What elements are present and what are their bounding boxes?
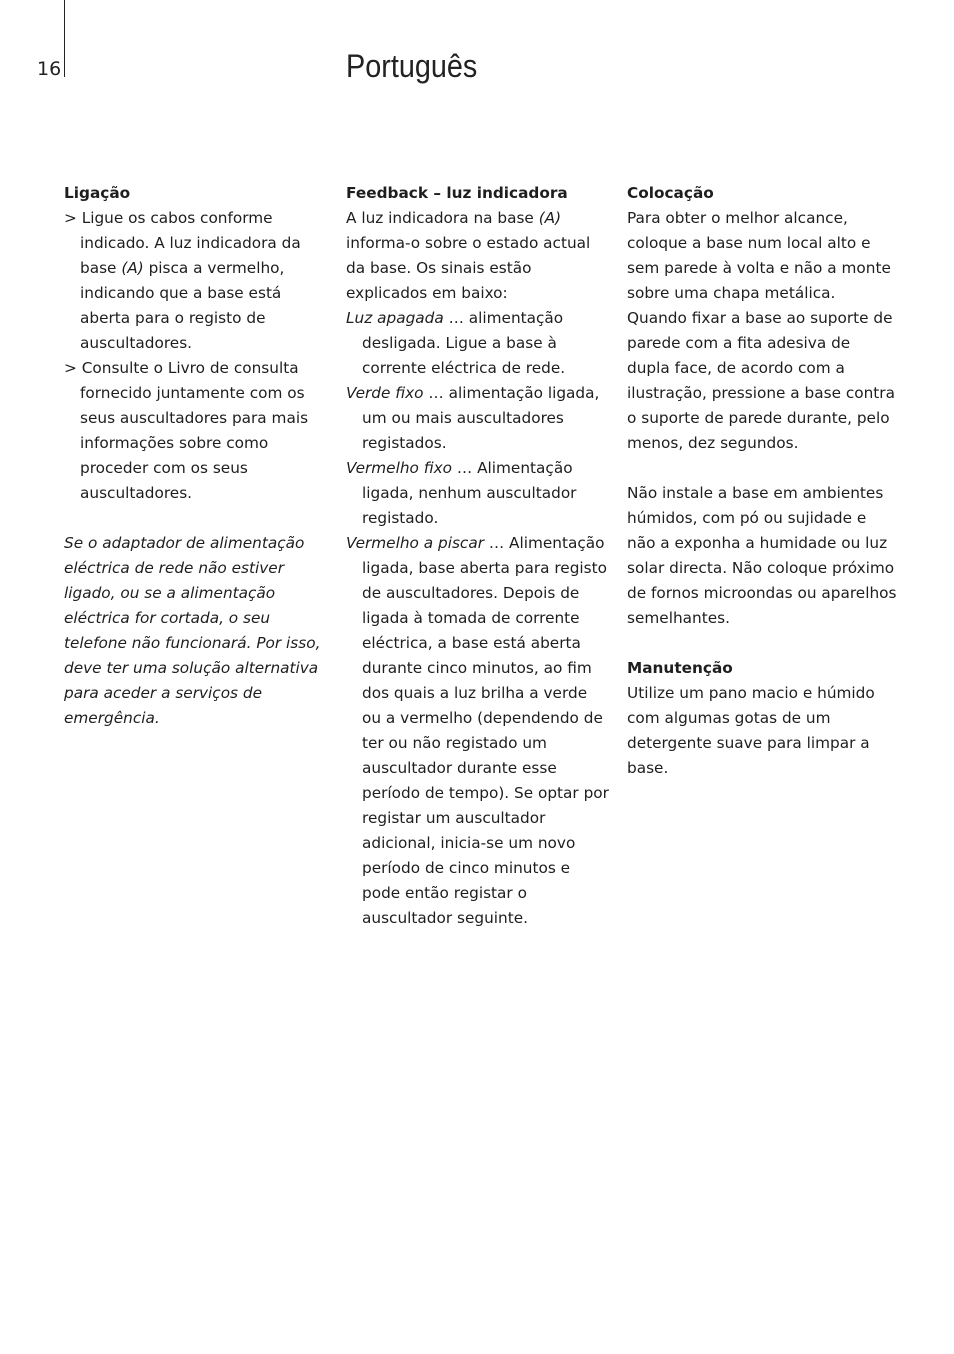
column-feedback (346, 181, 610, 931)
feedback-intro (346, 206, 610, 306)
status-description: … alimentação ligada, um ou mais auscultadores registados. (362, 384, 600, 452)
status-item (346, 306, 610, 381)
status-term: Luz apagada (346, 309, 444, 327)
status-description: … Alimentação ligada, nenhum auscultador registado. (362, 459, 577, 527)
instruction-bullet-1 (64, 206, 328, 356)
section-heading-feedback: Feedback – luz indicadora (346, 184, 568, 202)
bullet-text: Ligue os cabos conforme indicado. A luz indicadora da base (80, 209, 301, 277)
page-title: Português (346, 48, 478, 84)
intro-text: A luz indicadora na base (346, 209, 539, 227)
placement-paragraph-1: Para obter o melhor alcance, coloque a base num local alto e sem parede à volta e não a monte sobre uma chapa metálica. Quando fixar a base ao suporte de parede com a fita adesiva de dupla face, de acordo com a ilustração, pressione a base contra o suporte de parede durante, pelo menos, dez segundos. (627, 209, 895, 452)
column-ligacao (64, 181, 328, 731)
section-heading-colocacao: Colocação (627, 184, 714, 202)
status-term: Vermelho a piscar (346, 534, 484, 552)
status-description: … Alimentação ligada, base aberta para registo de auscultadores. Depois de ligada à tomada de corrente eléctrica, a base está aberta durante cinco minutos, ao fim dos quais a luz brilha a verde ou a vermelho (dependendo de ter ou não registado um auscultador durante esse período de tempo). Se optar por registar um auscultador adicional, inicia-se um novo período de cinco minutos e pode então registar o auscultador seguinte. (362, 534, 609, 927)
bullet-text: Consulte o Livro de consulta fornecido juntamente com os seus auscultadores para mais informações sobre como proceder com os seus auscultadores. (80, 359, 309, 502)
column-colocacao (627, 181, 897, 781)
status-term: Vermelho fixo (346, 459, 453, 477)
status-term: Verde fixo (346, 384, 424, 402)
bullet-marker: > (64, 209, 77, 227)
reference-label: (A) (538, 209, 562, 227)
bullet-marker: > (64, 359, 77, 377)
status-item (346, 456, 610, 531)
status-item (346, 381, 610, 456)
status-item (346, 531, 610, 931)
instruction-bullet-2 (64, 356, 328, 506)
section-heading-manutencao: Manutenção (627, 659, 733, 677)
section-heading-ligacao: Ligação (64, 184, 131, 202)
reference-label: (A) (121, 259, 144, 277)
intro-text: informa-o sobre o estado actual da base. Os sinais estão explicados em baixo: (346, 234, 591, 302)
placement-paragraph-2: Não instale a base em ambientes húmidos, com pó ou sujidade e não a exponha a humidade ou luz solar directa. Não coloque próximo de fornos microondas ou aparelhos semelhantes. (627, 484, 897, 627)
bullet-text: pisca a vermelho, indicando que a base está aberta para o registo de auscultadores. (80, 259, 285, 352)
status-description: … alimentação desligada. Ligue a base à corrente eléctrica de rede. (362, 309, 566, 377)
page-number: 16 (37, 58, 62, 80)
warning-note: Se o adaptador de alimentação eléctrica de rede não estiver ligado, ou se a alimentação eléctrica for cortada, o seu telefone não funcionará. Por isso, deve ter uma solução alternativa para aceder a serviços de emergência. (64, 534, 321, 727)
header-rule (64, 0, 65, 77)
maintenance-paragraph: Utilize um pano macio e húmido com algumas gotas de um detergente suave para limpar a base. (627, 684, 875, 777)
